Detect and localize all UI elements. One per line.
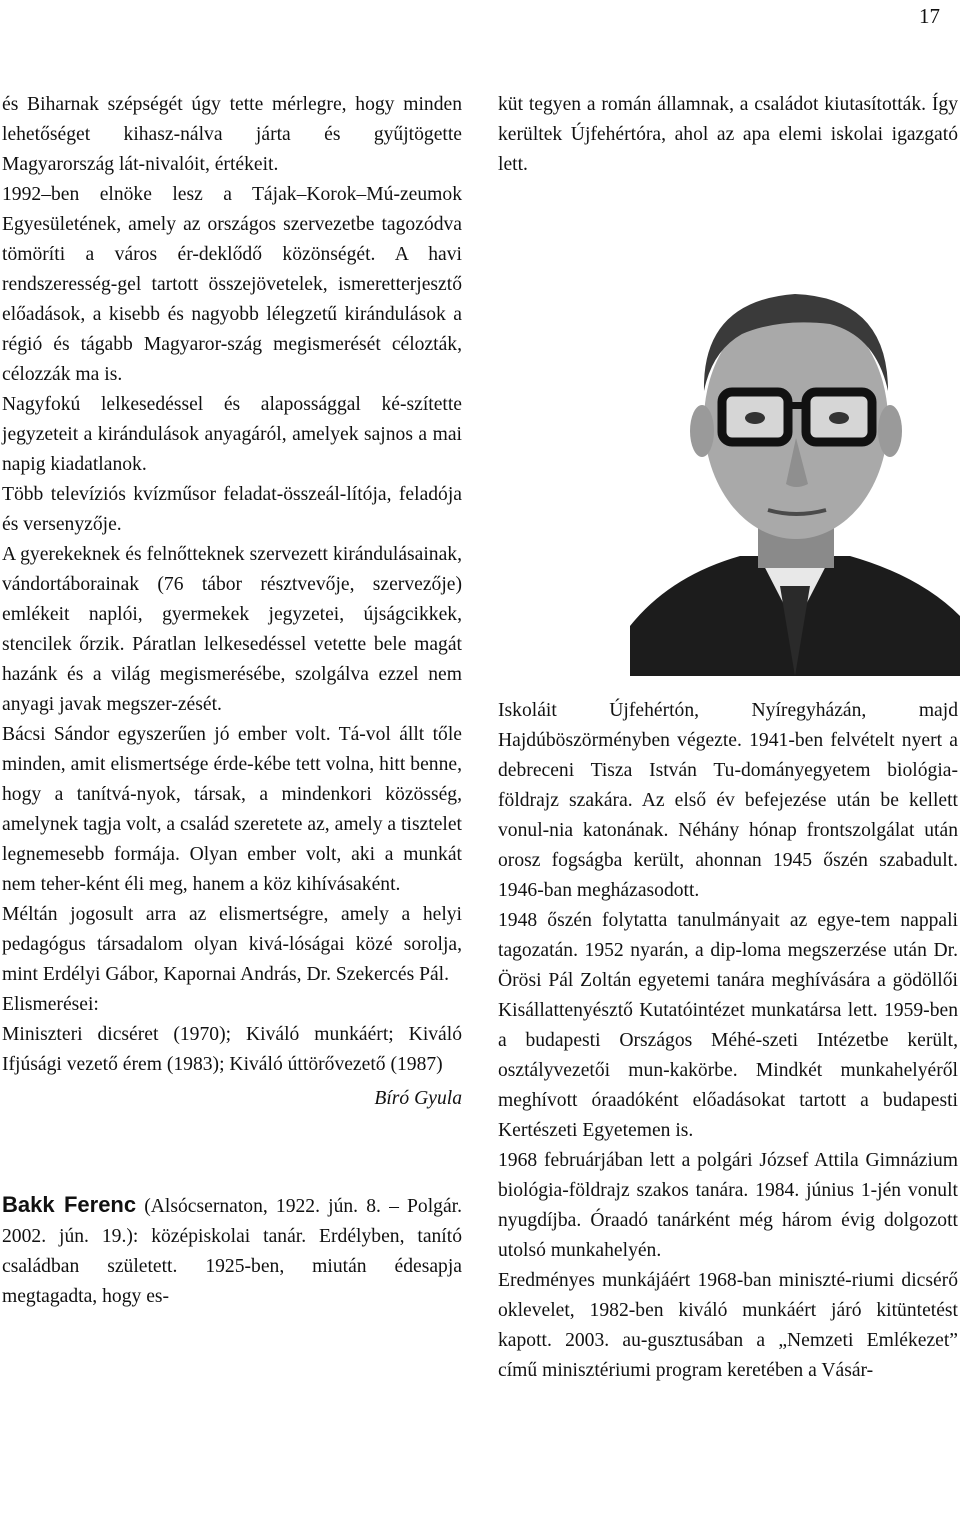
paragraph: 1992–ben elnöke lesz a Tájak–Korok–Mú-zeumok Egyesületének, amely az országos szervezetbe tagozódva tömöríti a város ér-deklődő közönségét. A havi rendszeresség-gel tartott összejövetelek, ismeretterjesztő előadások, a kisebb és nagyobb lélegzetű kirándulások a régió és tágabb Magyaror-szág megismerését célozták, célozzák ma is. [2, 184, 462, 385]
portrait-photo [630, 206, 960, 676]
author-signature: Bíró Gyula [374, 1088, 462, 1109]
biography-entry [2, 1190, 462, 1312]
paragraph: Elismerései: [2, 994, 99, 1015]
page-number: 17 [919, 4, 940, 28]
paragraph: Bácsi Sándor egyszerűen jó ember volt. Tá-vol állt tőle minden, amit elismertsége érde-kébe tett volna, hitt benne, hogy a tanítvá-nyok, társak, a mindenkori közösség, amelynek tagja volt, a család szeretete az, amely a tisztelet legnemesebb formája. Olyan ember volt, aki a munkát nem teher-ként éli meg, hanem a köz kihívásaként. [2, 724, 462, 895]
paragraph: és Biharnak szépségét úgy tette mérlegre, hogy minden lehetőséget kihasz-nálva járta és gyűjtögette Magyarország lát-nivalóit, értékeit. [2, 94, 462, 175]
left-column [2, 90, 462, 1312]
right-column-bottom [498, 696, 958, 1386]
biography-text: (Alsócsernaton, 1922. jún. 8. – Polgár. 2002. jún. 19.): középiskolai tanár. Erdélyben, tanító családban született. 1925-ben, miután édesapja megtagadta, hogy es- [2, 1196, 462, 1307]
biography-name: Bakk Ferenc [2, 1192, 137, 1217]
paragraph: Miniszteri dicséret (1970); Kiváló munkáért; Kiváló Ifjúsági vezető érem (1983); Kiváló úttörővezető (1987) [2, 1024, 462, 1075]
paragraph: Iskoláit Újfehértón, Nyíregyházán, majd Hajdúböszörményben végezte. 1941-ben felvételt nyert a debreceni Tisza István Tu-dományegyetem biológia-földrajz szakára. Az első év befejezése után be kellett vonul-nia katonának. Néhány hónap frontszolgálat után orosz fogságba került, ahonnan 1945 őszén szabadult. 1946-ban megházasodott. [498, 700, 958, 901]
paragraph: A gyerekeknek és felnőtteknek szervezett kirándulásainak, vándortáborainak (76 tábor résztvevője, szervezője) emlékeit naplói, gyermekek jegyzetei, újságcikkek, stencilek őrzik. Páratlan lelkesedéssel vetette bele magát hazánk és a világ megismerésébe, szolgálva ezzel nem anyagi javak megszer-zését. [2, 544, 462, 715]
paragraph: Nagyfokú lelkesedéssel és alapossággal ké-szítette jegyzeteit a kirándulások anyagáról, amelyek sajnos a mai napig kiadatlanok. [2, 394, 462, 475]
right-column-top [498, 90, 958, 180]
paragraph: Több televíziós kvízműsor feladat-összeál-lítója, feladója és versenyzője. [2, 484, 462, 535]
paragraph: küt tegyen a román államnak, a családot kiutasították. Így kerültek Újfehértóra, ahol az apa elemi iskolai igazgató lett. [498, 94, 958, 175]
paragraph: Méltán jogosult arra az elismertségre, amely a helyi pedagógus társadalom olyan kivá-lóságai közé sorolja, mint Erdélyi Gábor, Kapornai András, Dr. Szekercés Pál. [2, 904, 462, 985]
paragraph: 1948 őszén folytatta tanulmányait az egye-tem nappali tagozatán. 1952 nyarán, a dip-loma megszerzése után Dr. Örösi Pál Zoltán egyetemi tanára meghívására a gödöllői Kisállattenyésztő Kutatóintézet munkatársa lett. 1959-ben a budapesti Országos Méhé-szeti Intézetbe került, osztályvezetői mun-kakörbe. Mindkét munkahelyéről meghívott óraadóként előadásokat tartott a budapesti Kertészeti Egyetemen is. [498, 910, 958, 1141]
paragraph: 1968 februárjában lett a polgári József Attila Gimnázium biológia-földrajz szakos tanára. 1984. június 1-jén vonult nyugdíjba. Óraadó tanárként még három évig dolgozott utolsó munkahelyén. [498, 1150, 958, 1261]
paragraph: Eredményes munkájáért 1968-ban miniszté-riumi dicsérő oklevelet, 1982-ben kiváló munkáért járó kitüntetést kapott. 2003. au-gusztusában a „Nemzeti Emlékezet” című minisztériumi program keretében a Vásár- [498, 1270, 958, 1381]
